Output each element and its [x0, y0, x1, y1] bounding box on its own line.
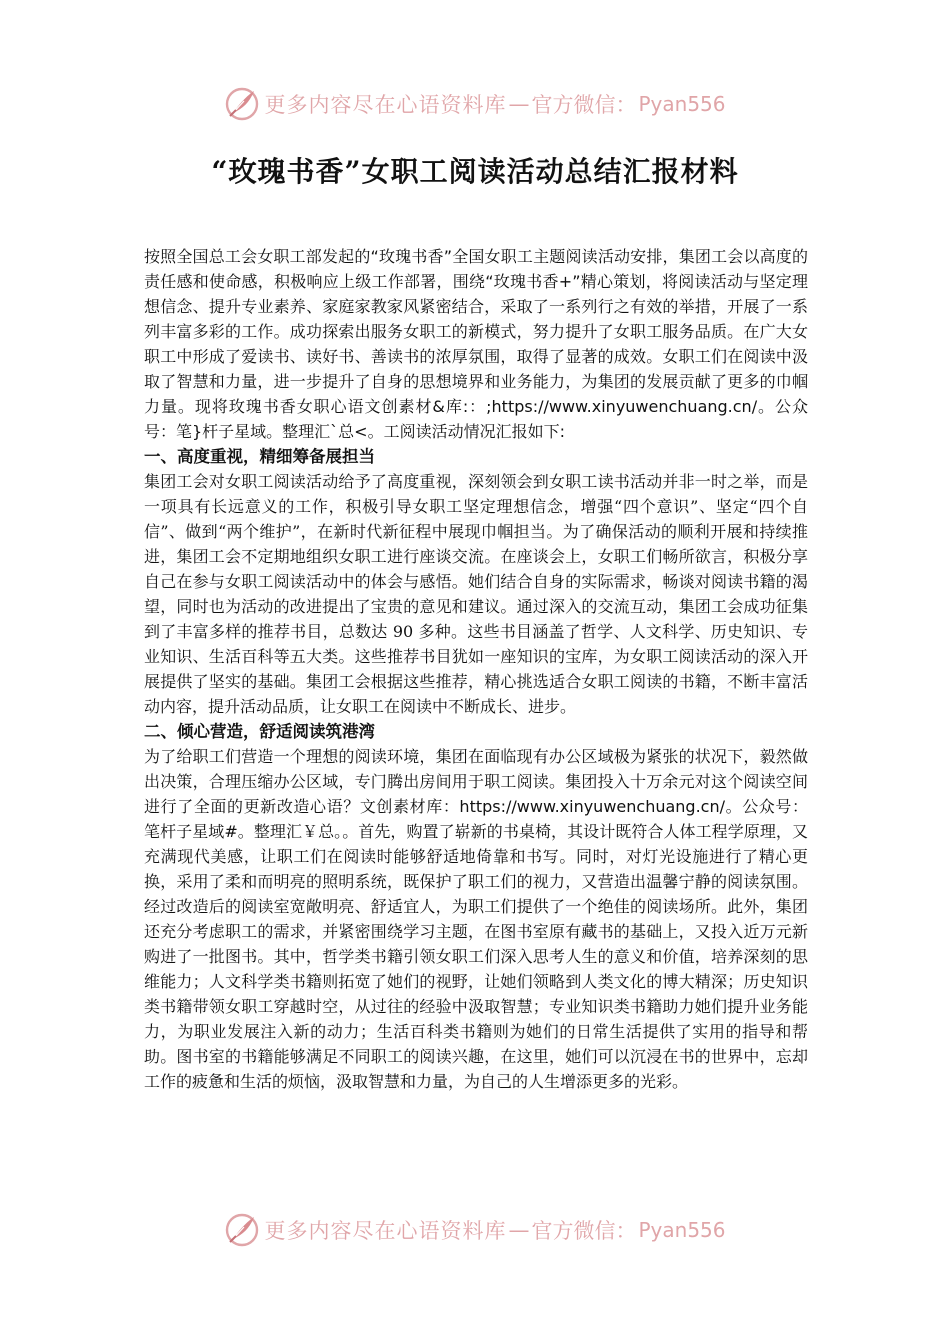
- section-heading-1: 一、高度重视，精细筹备展担当: [144, 447, 375, 466]
- section-heading-2: 二、倾心营造，舒适阅读筑港湾: [144, 722, 375, 741]
- banner-wechat-id: Pyan556: [638, 92, 726, 116]
- banner-wechat-label: 官方微信：: [531, 93, 637, 117]
- quill-logo-icon: [224, 86, 260, 122]
- document-title: “玫瑰书香”女职工阅读活动总结汇报材料: [211, 155, 739, 188]
- header-banner: [0, 84, 950, 124]
- banner-text: 更多内容尽在心语资料库: [264, 1219, 507, 1243]
- banner-wechat-label: 官方微信：: [531, 1219, 637, 1243]
- intro-paragraph: 按照全国总工会女职工部发起的“玫瑰书香”全国女职工主题阅读活动安排，集团工会以高度的责任感和使命感，积极响应上级工作部署，围绕“玫瑰书香+”精心策划，将阅读活动与坚定理想信念、提升专业素养、家庭家教家风紧密结合，采取了一系列行之有效的举措，开展了一系列丰富多彩的工作。成功探索出服务女职工的新模式，努力提升了女职工服务品质。在广大女职工中形成了爱读书、读好书、善读书的浓厚氛围，取得了显著的成效。女职工们在阅读中汲取了智慧和力量，进一步提升了自身的思想境界和业务能力，为集团的发展贡献了更多的巾帼力量。现将玫瑰书香女职心语文创素材&库:：;https://www.xinyuwenchuang.cn/。公众号：笔}杆子星域。整理汇`总<。工阅读活动情况汇报如下:: [144, 247, 808, 441]
- footer-banner: [0, 1210, 950, 1250]
- banner-separator: —: [508, 92, 530, 116]
- section-body-1: 集团工会对女职工阅读活动给予了高度重视，深刻领会到女职工读书活动并非一时之举，而是一项具有长远意义的工作，积极引导女职工坚定理想信念，增强“四个意识”、坚定“四个自信”、做到“两个维护”，在新时代新征程中展现巾帼担当。为了确保活动的顺利开展和持续推进，集团工会不定期地组织女职工进行座谈交流。在座谈会上，女职工们畅所欲言，积极分享自己在参与女职工阅读活动中的体会与感悟。她们结合自身的实际需求，畅谈对阅读书籍的渴望，同时也为活动的改进提出了宝贵的意见和建议。通过深入的交流互动，集团工会成功征集到了丰富多样的推荐书目，总数达 90 多种。这些书目涵盖了哲学、人文科学、历史知识、专业知识、生活百科等五大类。这些推荐书目犹如一座知识的宝库，为女职工阅读活动的深入开展提供了坚实的基础。集团工会根据这些推荐，精心挑选适合女职工阅读的书籍，不断丰富活动内容，提升活动品质，让女职工在阅读中不断成长、进步。: [144, 472, 808, 716]
- quill-logo-icon: [224, 1212, 260, 1248]
- banner-separator: —: [508, 1218, 530, 1242]
- document-body: [144, 244, 808, 1094]
- banner-wechat-id: Pyan556: [638, 1218, 726, 1242]
- banner-text: 更多内容尽在心语资料库: [264, 93, 507, 117]
- section-body-2: 为了给职工们营造一个理想的阅读环境，集团在面临现有办公区域极为紧张的状况下，毅然做出决策，合理压缩办公区域，专门腾出房间用于职工阅读。集团投入十万余元对这个阅读空间进行了全面的更新改造心语？文创素材库：https://www.xinyuwenchuang.cn/。公众号：笔杆子星域#。整理汇￥总。。首先，购置了崭新的书桌椅，其设计既符合人体工程学原理，又充满现代美感，让职工们在阅读时能够舒适地倚靠和书写。同时，对灯光设施进行了精心更换，采用了柔和而明亮的照明系统，既保护了职工们的视力，又营造出温馨宁静的阅读氛围。经过改造后的阅读室宽敞明亮、舒适宜人，为职工们提供了一个绝佳的阅读场所。此外，集团还充分考虑职工的需求，并紧密围绕学习主题，在图书室原有藏书的基础上，又投入近万元新购进了一批图书。其中，哲学类书籍引领女职工们深入思考人生的意义和价值，培养深刻的思维能力；人文科学类书籍则拓宽了她们的视野，让她们领略到人类文化的博大精深；历史知识类书籍带领女职工穿越时空，从过往的经验中汲取智慧；专业知识类书籍助力她们提升业务能力，为职业发展注入新的动力；生活百科类书籍则为她们的日常生活提供了实用的指导和帮助。图书室的书籍能够满足不同职工的阅读兴趣，在这里，她们可以沉浸在书的世界中，忘却工作的疲惫和生活的烦恼，汲取智慧和力量，为自己的人生增添更多的光彩。: [144, 747, 808, 1091]
